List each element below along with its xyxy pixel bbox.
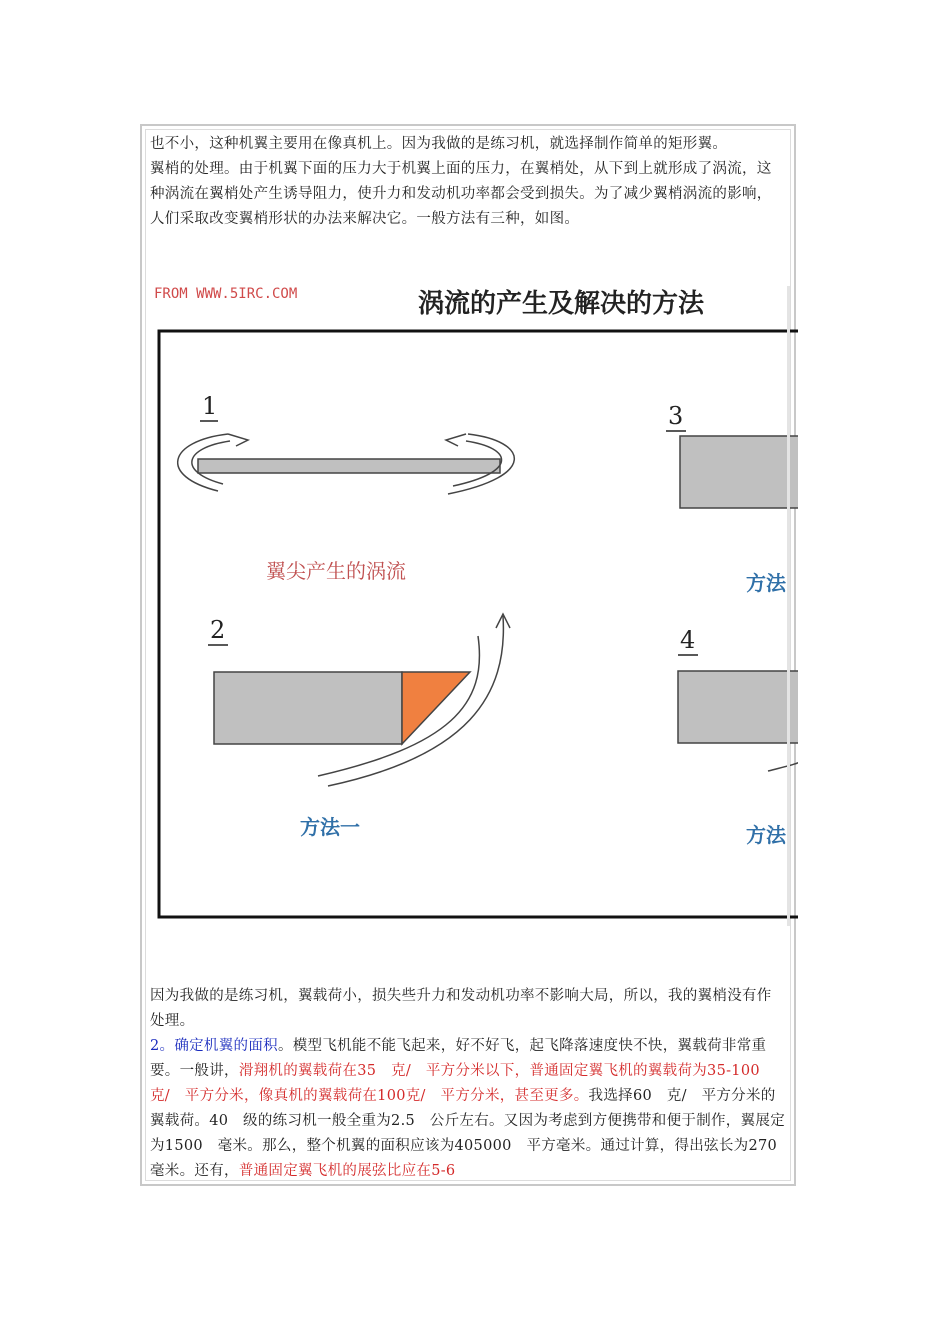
body-paragraph-1: 因为我做的是练习机，翼载荷小，损失些升力和发动机功率不影响大局，所以，我的翼梢没有作处理。 (150, 988, 772, 1029)
wing-tip-2 (402, 672, 470, 744)
vortex-figure (148, 276, 798, 926)
wing-4 (678, 671, 798, 743)
section-heading: 。确定机翼的面积 (159, 1038, 278, 1054)
body-text (150, 984, 786, 1184)
wing-3 (680, 436, 798, 508)
caption-method-3: 方法 (746, 571, 786, 595)
section-text-a: 。模型飞机能不能飞起来，好不好飞，起飞降落速度快不快，翼载荷非常重要。一般讲， (150, 1038, 767, 1079)
wing-1 (198, 459, 500, 473)
arrow-right (446, 434, 466, 446)
caption-method-4: 方法 (746, 823, 786, 847)
wing-2 (214, 672, 402, 744)
figure-title: 涡流的产生及解决的方法 (418, 289, 705, 319)
section-number: 2 (150, 1038, 160, 1054)
caption-method-1: 方法一 (300, 815, 360, 839)
flow-curve-4 (768, 758, 798, 771)
diagram-border (159, 331, 798, 917)
document-frame (140, 124, 796, 1186)
figure-watermark: FROM WWW.5IRC.COM (154, 286, 298, 302)
label-3: 3 (668, 402, 684, 430)
intro-paragraph-1: 也不小，这种机翼主要用在像真机上。因为我做的是练习机，就选择制作简单的矩形翼。 (150, 136, 728, 152)
label-4: 4 (680, 626, 696, 654)
vortex-diagram (148, 276, 798, 926)
section-text-b: 我选择60 克/ 平方分米的翼载荷。40 级的练习机一般全重为2.5 公斤左右。又因为考虑到方便携带和便于制作，翼展定为1500 毫米。那么，整个机翼的面积应该为405000 平方毫米。通过计算，得出弦长为270毫米。还有， (150, 1088, 786, 1179)
body-paragraph-2 (150, 1034, 786, 1184)
intro-text (150, 132, 786, 232)
label-1: 1 (202, 392, 218, 420)
arrow-left (228, 434, 248, 446)
caption-vortex: 翼尖产生的涡流 (266, 559, 406, 583)
highlight-wing-loading: 滑翔机的翼载荷在35 克/ 平方分米以下，普通固定翼飞机的翼载荷为35-100 克/ 平方分米，像真机的翼载荷在100克/ 平方分米，甚至更多。 (150, 1063, 775, 1104)
intro-paragraph-2: 翼梢的处理。由于机翼下面的压力大于机翼上面的压力，在翼梢处，从下到上就形成了涡流，这种涡流在翼梢处产生诱导阻力，使升力和发动机功率都会受到损失。为了减少翼梢涡流的影响，人们采取改变翼梢形状的办法来解决它。一般方法有三种，如图。 (150, 161, 772, 227)
highlight-aspect-ratio: 普通固定翼飞机的展弦比应在5-6 (238, 1163, 456, 1179)
figure-scrollbar[interactable] (787, 286, 790, 926)
label-2: 2 (210, 616, 226, 644)
